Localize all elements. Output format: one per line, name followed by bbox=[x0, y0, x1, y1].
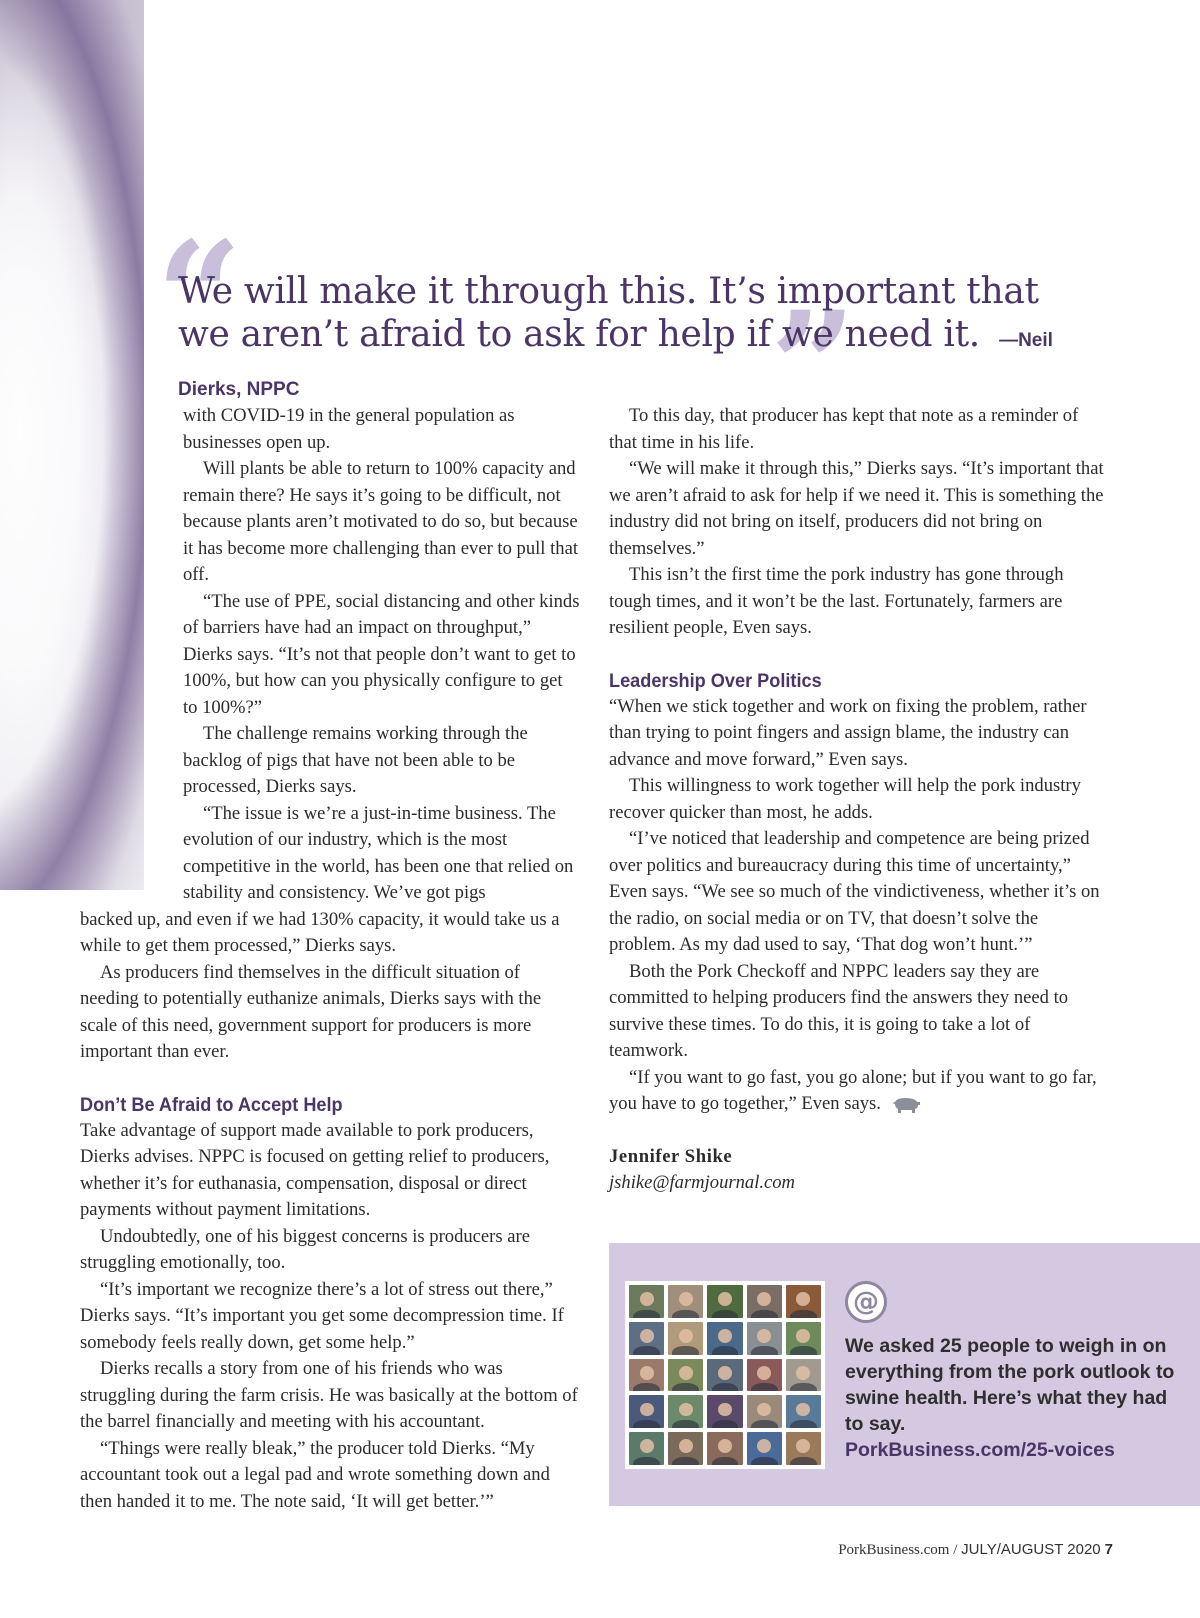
headshot-thumbnail bbox=[707, 1395, 742, 1428]
paragraph: This isn’t the first time the pork industry has gone through tough times, and it won’t be the last. Fortunately, farmers are resilient people, Even says. bbox=[609, 564, 1064, 638]
headshot-thumbnail bbox=[707, 1285, 742, 1318]
at-icon: @ bbox=[845, 1281, 887, 1323]
headshot-thumbnail bbox=[707, 1322, 742, 1355]
left-narrow-block bbox=[80, 403, 580, 907]
paragraph: “When we stick together and work on fixing the problem, rather than trying to point fingers and assign blame, the industry can advance and move forward,” Even says. bbox=[609, 695, 1087, 770]
headshot-thumbnail bbox=[707, 1359, 742, 1392]
headshot-thumbnail bbox=[629, 1395, 664, 1428]
paragraph: “I’ve noticed that leadership and competence are being prized over politics and bureaucracy during this time of uncertainty,” Even says. “We see so much of the vindictiveness, whether it’s on the radio, on social media or on TV, that doesn’t solve the problem. As my dad used to say, ‘That dog won’t hunt.’” bbox=[609, 828, 1100, 955]
promo-text-block bbox=[845, 1333, 1185, 1463]
paragraph: The challenge remains working through the backlog of pigs that have not been able to be processed, Dierks says. bbox=[183, 723, 528, 797]
footer-issue: JULY/AUGUST 2020 bbox=[961, 1541, 1101, 1558]
paragraph-final-text: “If you want to go fast, you go alone; but if you want to go far, you have to go together,” Even says. bbox=[609, 1066, 1097, 1114]
pull-quote-text: We will make it through this. It’s important that we aren’t afraid to ask for help if we need it. bbox=[178, 271, 1039, 355]
section-subhead: Don’t Be Afraid to Accept Help bbox=[80, 1093, 343, 1116]
headshot-grid bbox=[625, 1281, 825, 1469]
promo-text: We asked 25 people to weigh in on everything from the pork outlook to swine health. Here’s what they had to say. bbox=[845, 1335, 1175, 1435]
paragraph: “We will make it through this,” Dierks says. “It’s important that we aren’t afraid to ask for help if we need it. This is something the industry did not bring on itself, producers did not bring on themselves.” bbox=[609, 458, 1104, 559]
headshot-thumbnail bbox=[786, 1432, 821, 1465]
section-subhead: Leadership Over Politics bbox=[609, 669, 822, 692]
headshot-thumbnail bbox=[747, 1395, 782, 1428]
headshot-thumbnail bbox=[747, 1285, 782, 1318]
headshot-thumbnail bbox=[668, 1432, 703, 1465]
headshot-thumbnail bbox=[786, 1285, 821, 1318]
headshot-thumbnail bbox=[668, 1285, 703, 1318]
open-quote-icon: “ bbox=[156, 209, 243, 385]
headshot-thumbnail bbox=[668, 1322, 703, 1355]
paragraph: “The use of PPE, social distancing and other kinds of barriers have had an impact on throughput,” Dierks says. “It’s not that people don’t want to get to 100%, but how can you physically configure to get to 100%?” bbox=[183, 590, 580, 718]
footer-separator: / bbox=[949, 1542, 962, 1558]
footer-site[interactable]: PorkBusiness.com bbox=[838, 1542, 950, 1558]
headshot-thumbnail bbox=[629, 1285, 664, 1318]
paragraph: backed up, and even if we had 130% capacity, it would take us a while to get them processed,” Dierks says. bbox=[80, 908, 560, 956]
headshot-thumbnail bbox=[668, 1395, 703, 1428]
paragraph: Undoubtedly, one of his biggest concerns is producers are struggling emotionally, too. bbox=[80, 1225, 530, 1273]
headshot-thumbnail bbox=[668, 1359, 703, 1392]
author-email[interactable]: jshike@farmjournal.com bbox=[609, 1172, 795, 1193]
close-quote-icon: ” bbox=[770, 279, 857, 455]
right-column bbox=[609, 403, 1109, 1197]
paragraph: Dierks recalls a story from one of his friends who was struggling during the farm crisis. He was basically at the bottom of the barrel financially and meeting with his accountant. bbox=[80, 1358, 578, 1432]
pull-quote-attribution: —Neil Dierks, NPPC bbox=[178, 330, 1053, 400]
promo-box bbox=[609, 1243, 1200, 1506]
paragraph: To this day, that producer has kept that note as a reminder of that time in his life. bbox=[609, 405, 1079, 453]
paragraph: As producers find themselves in the difficult situation of needing to potentially euthanize animals, Dierks says with the scale of this need, government support for producers is more important than ever. bbox=[80, 961, 542, 1062]
author-name: Jennifer Shike bbox=[609, 1145, 733, 1167]
paragraph: with COVID-19 in the general population as businesses open up. bbox=[183, 405, 515, 453]
paragraph-final bbox=[609, 1065, 1109, 1118]
page-footer bbox=[838, 1541, 1113, 1559]
paragraph: Take advantage of support made available to pork producers, Dierks advises. NPPC is focused on getting relief to producers, whether it’s for euthanasia, compensation, disposal or direct payments without payment limitations. bbox=[80, 1119, 550, 1220]
headshot-thumbnail bbox=[747, 1359, 782, 1392]
paragraph: Will plants be able to return to 100% capacity and remain there? He says it’s going to be difficult, not because plants aren’t motivated to do so, but because it has become more challenging than ever to pull that off. bbox=[183, 458, 578, 585]
headshot-thumbnail bbox=[786, 1395, 821, 1428]
pull-quote bbox=[178, 270, 1078, 411]
left-column bbox=[80, 403, 580, 1515]
headshot-thumbnail bbox=[786, 1322, 821, 1355]
paragraph: “It’s important we recognize there’s a lot of stress out there,” Dierks says. “It’s important you get some decompression time. If somebody feels really down, get some help.” bbox=[80, 1278, 564, 1353]
headshot-thumbnail bbox=[786, 1359, 821, 1392]
paragraph: This willingness to work together will help the pork industry recover quicker than most, he adds. bbox=[609, 775, 1081, 823]
headshot-thumbnail bbox=[629, 1432, 664, 1465]
page-number: 7 bbox=[1104, 1541, 1113, 1558]
promo-link[interactable]: PorkBusiness.com/25-voices bbox=[845, 1439, 1115, 1461]
headshot-thumbnail bbox=[747, 1432, 782, 1465]
paragraph: “The issue is we’re a just-in-time business. The evolution of our industry, which is the most competitive in the world, has been one that relied on stability and consistency. We’ve got pigs bbox=[183, 802, 574, 903]
headshot-thumbnail bbox=[629, 1359, 664, 1392]
headshot-thumbnail bbox=[707, 1432, 742, 1465]
pig-icon bbox=[891, 1096, 921, 1114]
headshot-thumbnail bbox=[747, 1322, 782, 1355]
paragraph: Both the Pork Checkoff and NPPC leaders say they are committed to helping producers find the answers they need to survive these times. To do this, it is going to take a lot of teamwork. bbox=[609, 960, 1069, 1061]
headshot-thumbnail bbox=[629, 1322, 664, 1355]
paragraph: “Things were really bleak,” the producer told Dierks. “My accountant took out a legal pad and wrote something down and then handed it to me. The note said, ‘It will get better.’” bbox=[80, 1437, 550, 1512]
